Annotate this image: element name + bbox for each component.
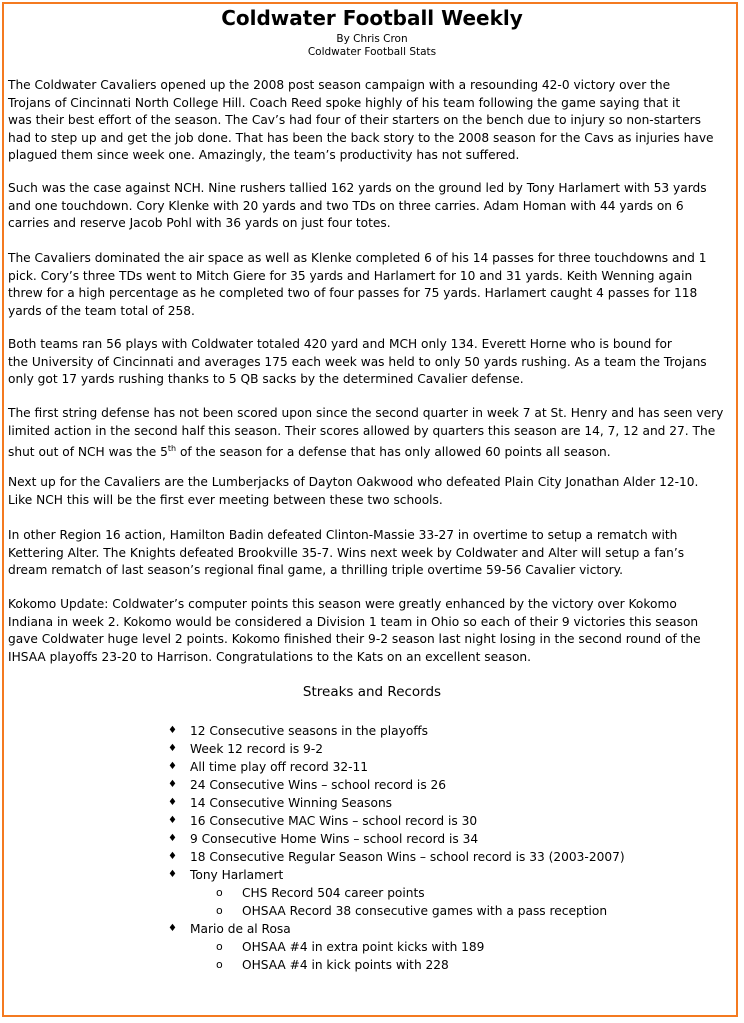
text-line: plagued them since week one. Amazingly, the team’s productivity has not suffered. — [8, 148, 520, 162]
text-line: Next up for the Cavaliers are the Lumberjacks of Dayton Oakwood who defeated Plain City Jonathan Alder 12-10. — [8, 475, 699, 489]
paragraph-3 — [8, 250, 736, 320]
record-item: ♦ 12 Consecutive seasons in the playoffs — [168, 724, 429, 738]
record-item: ♦ 24 Consecutive Wins – school record is 26 — [168, 778, 447, 792]
record-subitem: o OHSAA #4 in extra point kicks with 189 — [216, 940, 485, 954]
diamond-bullet-icon: ♦ — [168, 725, 177, 736]
text-line: Kettering Alter. The Knights defeated Brookville 35-7. Wins next week by Coldwater and Alter will setup a fan’s — [8, 545, 685, 560]
text-line: IHSAA playoffs 23-20 to Harrison. Congratulations to the Kats on an excellent season. — [8, 649, 532, 664]
record-item: ♦ Week 12 record is 9-2 — [168, 742, 323, 756]
diamond-bullet-icon: ♦ — [168, 761, 177, 772]
record-item: ♦ Tony Harlamert — [168, 868, 284, 882]
circle-bullet-icon: o — [216, 886, 223, 899]
text-line: The Coldwater Cavaliers opened up the 2008 post season campaign with a resounding 42-0 victory over the — [8, 78, 671, 92]
circle-bullet-icon: o — [216, 940, 223, 953]
text-line: threw for a high percentage as he completed two of four passes for 75 yards. Harlamert caught 4 passes for 118 — [8, 286, 698, 300]
text-line: Both teams ran 56 plays with Coldwater totaled 420 yard and MCH only 134. Everett Horne who is bound for — [8, 337, 672, 351]
text-line: Indiana in week 2. Kokomo would be considered a Division 1 team in Ohio so each of their 9 victories this season — [8, 614, 699, 629]
record-item: ♦ Mario de al Rosa — [168, 922, 291, 936]
text-line: was their best effort of the season. The Cav’s had four of their starters on the bench due to injury so non-starters — [8, 113, 701, 127]
text-line: limited action in the second half this season. Their scores allowed by quarters this season are 14, 7, 12 and 27. The — [8, 423, 716, 438]
shutout-text-before: shut out of NCH was the 5 — [8, 445, 168, 459]
circle-bullet-icon: o — [216, 904, 223, 917]
circle-bullet-icon: o — [216, 958, 223, 971]
ordinal-suffix: th — [167, 444, 177, 453]
text-line: and one touchdown. Cory Klenke with 20 yards and two TDs on three carries. Adam Homan with 44 yards on 6 — [8, 198, 684, 213]
text-line: pick. Cory’s three TDs went to Mitch Giere for 35 yards and Harlamert for 10 and 31 yards. Keith Wenning again — [8, 268, 693, 283]
text-line: Kokomo Update: Coldwater’s computer points this season were greatly enhanced by the victory over Kokomo — [8, 597, 677, 611]
text-line: the University of Cincinnati and averages 175 each week was held to only 50 yards rushing. As a team the Trojans — [8, 354, 707, 369]
record-subitem: o OHSAA #4 in kick points with 228 — [216, 958, 449, 972]
record-item: ♦ 16 Consecutive MAC Wins – school record is 30 — [168, 814, 478, 828]
paragraph-4 — [8, 336, 736, 389]
diamond-bullet-icon: ♦ — [168, 779, 177, 790]
records-heading: Streaks and Records — [302, 684, 442, 700]
diamond-bullet-icon: ♦ — [168, 815, 177, 826]
record-subitem: o CHS Record 504 career points — [216, 886, 425, 900]
record-subitem: o OHSAA Record 38 consecutive games with a pass reception — [216, 904, 608, 918]
text-line: carries and reserve Jacob Pohl with 36 yards on just four totes. — [8, 216, 391, 230]
paragraph-1 — [8, 77, 736, 165]
text-line: The Cavaliers dominated the air space as well as Klenke completed 6 of his 14 passes for three touchdowns and 1 — [8, 251, 707, 265]
document-title: Coldwater Football Weekly — [221, 6, 523, 30]
paragraph-8 — [8, 596, 736, 666]
text-line: Such was the case against NCH. Nine rushers tallied 162 yards on the ground led by Tony Harlamert with 53 yards — [8, 181, 707, 195]
diamond-bullet-icon: ♦ — [168, 797, 177, 808]
diamond-bullet-icon: ♦ — [168, 869, 177, 880]
record-item: ♦ 9 Consecutive Home Wins – school record is 34 — [168, 832, 479, 846]
paragraph-7 — [8, 527, 736, 580]
diamond-bullet-icon: ♦ — [168, 851, 177, 862]
text-line — [8, 440, 736, 462]
text-line: In other Region 16 action, Hamilton Badin defeated Clinton-Massie 33-27 in overtime to setup a rematch with — [8, 528, 678, 542]
diamond-bullet-icon: ♦ — [168, 833, 177, 844]
record-item: ♦ All time play off record 32-11 — [168, 760, 369, 774]
record-item: ♦ 14 Consecutive Winning Seasons — [168, 796, 393, 810]
paragraph-2 — [8, 180, 736, 233]
text-line: dream rematch of last season’s regional final game, a thrilling triple overtime 59-56 Cavalier victory. — [8, 563, 623, 577]
shutout-text-after: of the season for a defense that has only allowed 60 points all season. — [176, 445, 611, 459]
paragraph-5 — [8, 405, 736, 462]
text-line: had to step up and get the job done. That has been the back story to the 2008 season for the Cavs as injuries have — [8, 130, 714, 145]
record-item: ♦ 18 Consecutive Regular Season Wins – school record is 33 (2003-2007) — [168, 850, 625, 864]
diamond-bullet-icon: ♦ — [168, 743, 177, 754]
byline: By Chris Cron — [336, 33, 408, 45]
text-line: Like NCH this will be the first ever meeting between these two schools. — [8, 492, 443, 507]
text-line: gave Coldwater huge level 2 points. Kokomo finished their 9-2 season last night losing in the second round of the — [8, 632, 701, 646]
text-line: Trojans of Cincinnati North College Hill. Coach Reed spoke highly of his team following the game saying that it — [8, 95, 681, 110]
diamond-bullet-icon: ♦ — [168, 923, 177, 934]
paragraph-6 — [8, 474, 736, 509]
source-line: Coldwater Football Stats — [307, 46, 437, 58]
text-line: The first string defense has not been scored upon since the second quarter in week 7 at St. Henry and has seen very — [8, 406, 724, 420]
text-line: yards of the team total of 258. — [8, 303, 195, 318]
text-line: only got 17 yards rushing thanks to 5 QB sacks by the determined Cavalier defense. — [8, 372, 524, 386]
